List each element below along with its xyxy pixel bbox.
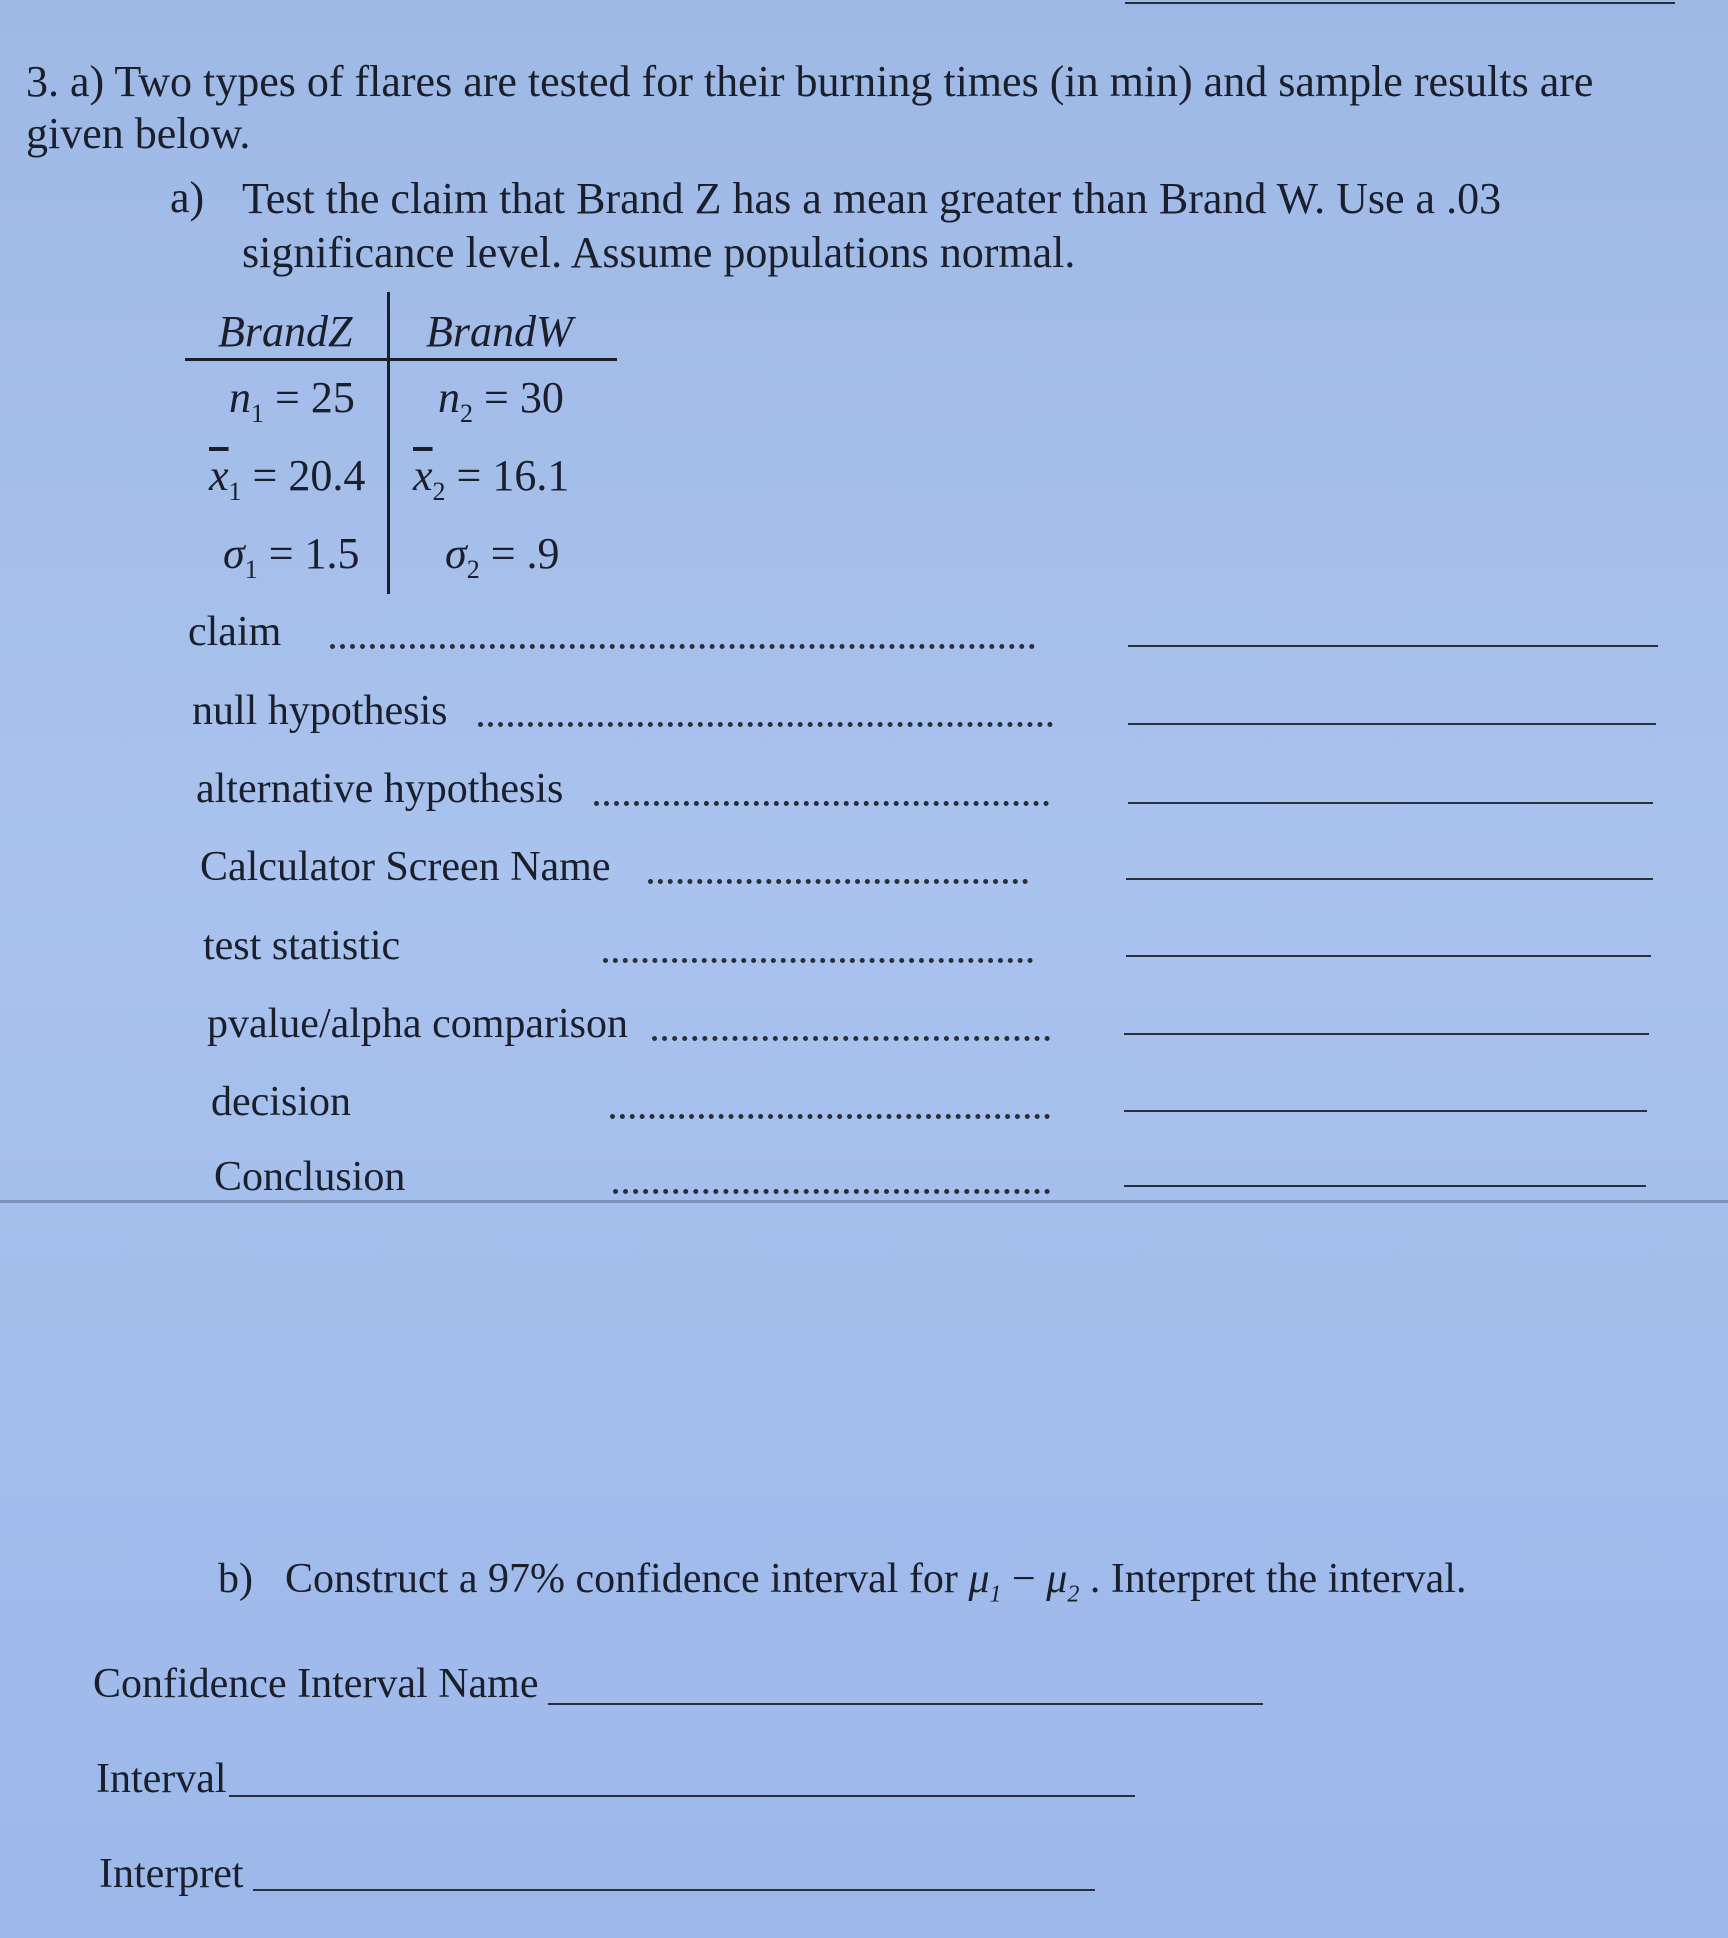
mu2-symbol: $\mu_2$ xyxy=(1046,1556,1080,1608)
null-hypothesis-answer-line[interactable] xyxy=(1128,723,1656,725)
claim-answer-line[interactable] xyxy=(1128,645,1658,647)
test-statistic-answer-line[interactable] xyxy=(1126,955,1651,957)
brand-w-header: BrandW xyxy=(426,307,573,356)
claim-dots xyxy=(330,638,1035,649)
brand-w-n: $n_2 = 30$ xyxy=(438,373,564,428)
top-right-rule xyxy=(1125,2,1675,4)
conclusion-dots xyxy=(613,1183,1050,1194)
interpret-answer-line[interactable] xyxy=(253,1889,1095,1891)
brand-w-sigma: $\sigma_2 = .9$ xyxy=(445,529,560,584)
pvalue-alpha-comparison-dots xyxy=(652,1030,1050,1041)
null-hypothesis-dots xyxy=(478,716,1053,727)
part-a-label: a) xyxy=(170,173,205,222)
alternative-hypothesis-answer-line[interactable] xyxy=(1128,802,1653,804)
pvalue-alpha-comparison-answer-line[interactable] xyxy=(1124,1033,1649,1035)
claim-label: claim xyxy=(188,609,282,655)
test-statistic-label: test statistic xyxy=(203,923,401,969)
mu1-symbol: $\mu_1$ xyxy=(968,1556,1002,1608)
alternative-hypothesis-dots xyxy=(594,795,1049,806)
alternative-hypothesis-label: alternative hypothesis xyxy=(196,766,564,812)
interval-label: Interval xyxy=(96,1756,227,1802)
interval-answer-line[interactable] xyxy=(229,1795,1135,1797)
ci-name-answer-line[interactable] xyxy=(548,1703,1263,1705)
paper-fold-line xyxy=(0,1200,1728,1203)
brand-z-n: $n_1 = 25$ xyxy=(229,373,355,428)
table-header-divider xyxy=(185,358,617,361)
conclusion-label: Conclusion xyxy=(214,1154,406,1200)
calculator-screen-name-dots xyxy=(648,873,1028,884)
brand-z-mean: $\overline{x}_1 = 20.4$ xyxy=(209,451,366,506)
question-title: 3. a) Two types of flares are tested for their burning times (in min) and sample results are given below. xyxy=(26,57,1594,158)
brand-w-mean: $\overline{x}_2 = 16.1$ xyxy=(413,451,570,506)
decision-label: decision xyxy=(211,1079,351,1125)
brand-z-sigma: $\sigma_1 = 1.5$ xyxy=(223,529,360,584)
test-statistic-dots xyxy=(603,952,1033,963)
interpret-label: Interpret xyxy=(99,1851,244,1897)
part-b-label: b) xyxy=(218,1556,253,1602)
part-b-text: Construct a 97% confidence interval for $\mu_1 - \mu_2$ . Interpret the interval. xyxy=(285,1556,1467,1608)
decision-dots xyxy=(610,1108,1050,1119)
decision-answer-line[interactable] xyxy=(1124,1110,1647,1112)
brand-z-header: BrandZ xyxy=(218,307,353,356)
conclusion-answer-line[interactable] xyxy=(1124,1185,1646,1187)
part-a-text: Test the claim that Brand Z has a mean greater than Brand W. Use a .03 significance level. Assume populations normal. xyxy=(242,174,1502,277)
ci-name-label: Confidence Interval Name xyxy=(93,1661,539,1707)
table-vertical-divider xyxy=(387,292,390,594)
null-hypothesis-label: null hypothesis xyxy=(192,688,448,734)
pvalue-alpha-comparison-label: pvalue/alpha comparison xyxy=(207,1001,629,1047)
calculator-screen-name-label: Calculator Screen Name xyxy=(200,844,611,890)
calculator-screen-name-answer-line[interactable] xyxy=(1126,878,1653,880)
sample-data-table xyxy=(185,292,617,594)
